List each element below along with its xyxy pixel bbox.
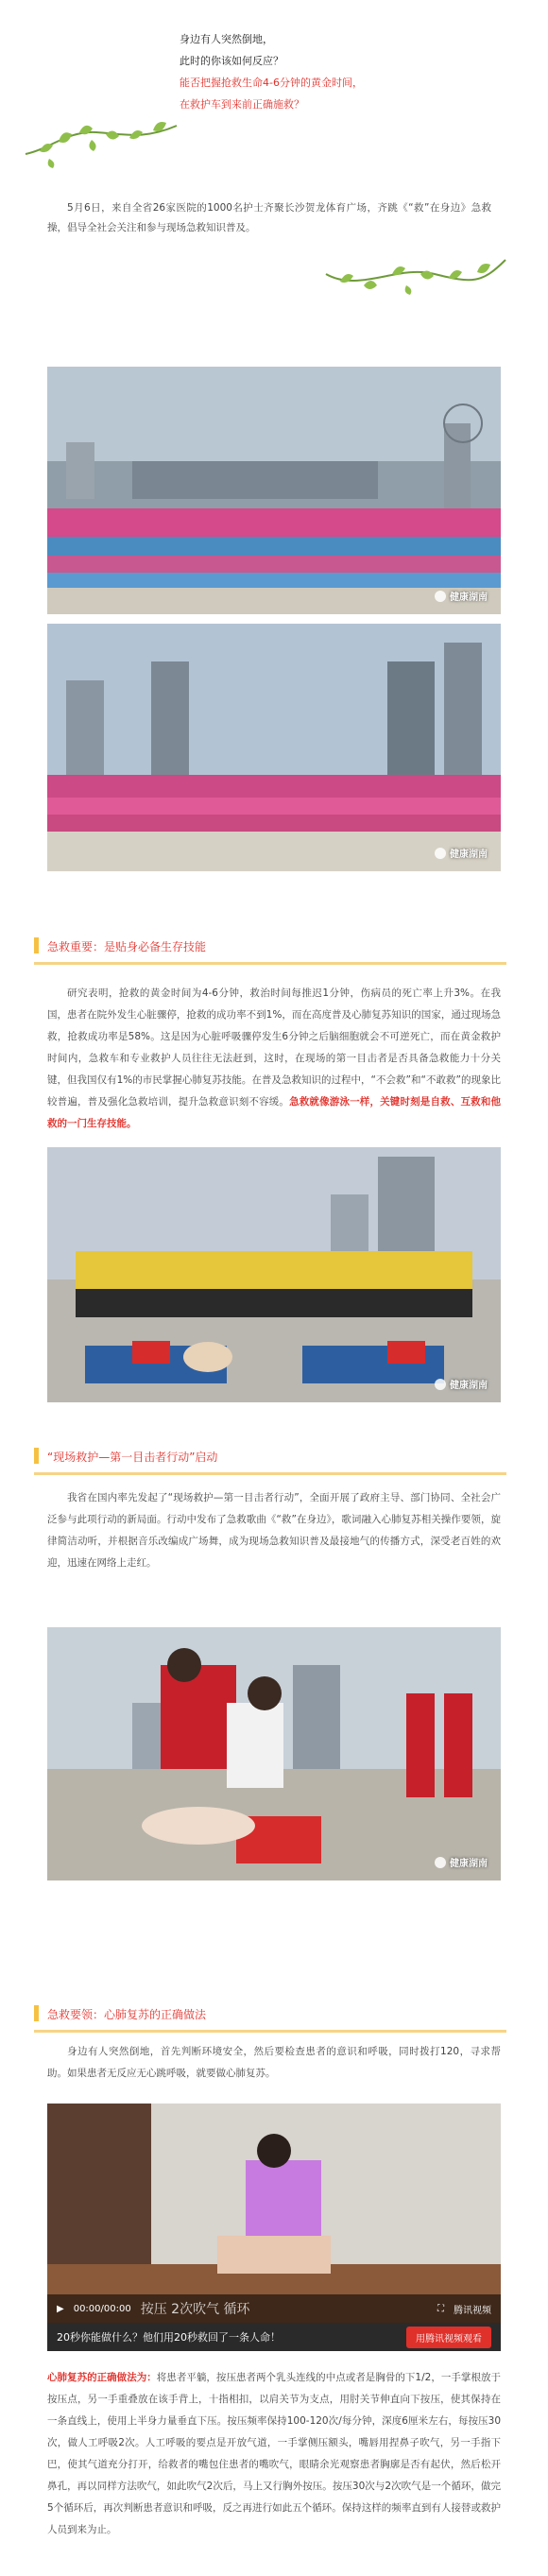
dance-training-photo xyxy=(47,1147,501,1402)
watch-in-tencent-button[interactable]: 用腾讯视频观看 xyxy=(406,2327,491,2348)
section1-emphasis: 急救就像游泳一样，关键时刻是自救、互救和他救的一门生存技能。 xyxy=(47,1096,502,1129)
cpr-instructions-title: 心肺复苏的正确做法为： xyxy=(47,2372,157,2383)
cpr-demonstration-photo xyxy=(47,1627,501,1880)
wechat-logo-icon xyxy=(435,1379,446,1390)
intro-line-2: 此时的你该如何反应？ xyxy=(180,55,283,67)
section-heading-importance xyxy=(34,937,506,973)
section-title: 急救要领：心肺复苏的正确做法 xyxy=(47,2008,207,2021)
section3-body: 身边有人突然倒地，首先判断环境安全，然后要检查患者的意识和呼吸，同时拨打120，寻求帮助。如果患者无反应无心跳呼吸，就要做心肺复苏。 xyxy=(47,2046,501,2079)
intro-lines xyxy=(180,28,501,115)
watermark xyxy=(435,1855,488,1869)
ad-text: 20秒你能做什么？他们用20秒救回了一条人命！ xyxy=(57,2331,281,2344)
wechat-logo-icon xyxy=(435,591,446,602)
intro-line-4: 在救护车到来前正确施救？ xyxy=(180,98,304,111)
wechat-logo-icon xyxy=(435,848,446,859)
video-time: 00:00/00:00 xyxy=(73,2303,131,2314)
intro-line-1: 身边有人突然倒地， xyxy=(180,33,273,45)
fullscreen-icon[interactable]: ⛶ xyxy=(437,2303,444,2314)
section-title: “现场救护—第一目击者行动”启动 xyxy=(47,1451,218,1464)
section-heading-action xyxy=(34,1448,506,1484)
cpr-instructions-body: 将患者平躺，按压患者两个乳头连线的中点或者是胸骨的下1/2，一手掌根放于按压点，另一手重叠放在该手背上，十指相扣，以肩关节为支点，用肘关节伸直向下按压，使其保持在一条直线上，使用上半身力量垂直下压。按压频率保持100-120次/每分钟，深度6厘米左右，每按压30次，做人工呼吸2次。人工呼吸的要点是开放气道，一手掌侧压额头，嘴唇用捏鼻子吹气，另一手指下巴，使其气道充分打开，给救者的嘴包住患者的嘴吹气，眼睛余光观察患者胸廓是否有起伏，然后松开鼻孔，再以同样方法吹气，如此吹气2次后，马上又行胸外按压。按压30次与2次吹气是一个循环，做完5个循环后，再次判断患者意识和呼吸，反之再进行如此五个循环。保持这样的频率直到有人接替或救护人员到来为止。 xyxy=(47,2372,501,2535)
intro-line-3: 能否把握抢救生命4-6分钟的黄金时间， xyxy=(180,77,363,89)
section-divider xyxy=(34,2030,506,2033)
wechat-logo-icon xyxy=(435,1857,446,1868)
video-brand: 腾讯视频 xyxy=(454,2305,491,2316)
watermark-text: 健康湖南 xyxy=(450,1381,488,1391)
watermark-text: 健康湖南 xyxy=(450,850,488,860)
watermark xyxy=(435,1377,488,1391)
cpr-video-player[interactable] xyxy=(47,2104,501,2323)
section-heading-technique xyxy=(34,2005,506,2041)
section2-body: 我省在国内率先发起了“现场救护—第一目击者行动”，全面开展了政府主导、部门协同、全社会广泛参与此项行动的新局面。行动中发布了急救歌曲《“救”在身边》，歌词融入心肺复苏相关操作要领，旋律简洁动听，并根据音乐改编成广场舞，成为现场急救知识普及最接地气的传播方式，深受老百姓的欢迎，迅速在网络上走红。 xyxy=(47,1492,501,1569)
square-event-photo xyxy=(47,624,501,871)
vine-decoration-left xyxy=(21,112,181,168)
section-marker xyxy=(34,1448,39,1464)
intro-block xyxy=(0,0,548,123)
cpr-instructions xyxy=(47,2367,501,2541)
section1-text: 研究表明，抢救的黄金时间为4-6分钟，救治时间每推迟1分钟，伤病员的死亡率上升3%。在我国，患者在院外发生心脏骤停，抢救的成功率不到1%，而在高度普及心肺复苏知识的国家，通过现场急救，抢救成功率是58%。这是因为心脏呼吸骤停发生6分钟之后脑细胞就会不可逆死亡，而在黄金救护时间内，急救车和专业救护人员往往无法赶到，这时，在现场的第一目击者是否具备急救能力十分关键，但我国仅有1%的市民掌握心肺复苏技能。在普及急救知识的过程中，“不会救”和“不敢救”的现象比较普遍，普及强化急救培训，提升急救意识刻不容缓。 xyxy=(47,987,501,1108)
watermark xyxy=(435,846,488,860)
event-paragraph: 5月6日，来自全省26家医院的1000名护士齐聚长沙贺龙体育广场，齐跳《“救”在身边》急救操，倡导全社会关注和参与现场急救知识普及。 xyxy=(47,202,491,233)
section-divider xyxy=(34,962,506,965)
play-icon[interactable]: ▶ xyxy=(57,2303,64,2314)
stadium-event-photo xyxy=(47,367,501,614)
watermark-text: 健康湖南 xyxy=(450,1859,488,1869)
section1-body xyxy=(47,983,501,1135)
section-title: 急救重要：是贴身必备生存技能 xyxy=(47,940,207,953)
video-controls xyxy=(47,2294,501,2323)
section-marker xyxy=(34,2005,39,2021)
watermark-text: 健康湖南 xyxy=(450,592,488,603)
vine-decoration-right xyxy=(321,236,510,302)
video-ad-bar[interactable] xyxy=(47,2323,501,2351)
section-divider xyxy=(34,1472,506,1475)
video-overlay-text: 按压 2次吹气 循环 xyxy=(140,2302,250,2317)
watermark xyxy=(435,589,488,603)
section-marker xyxy=(34,937,39,953)
